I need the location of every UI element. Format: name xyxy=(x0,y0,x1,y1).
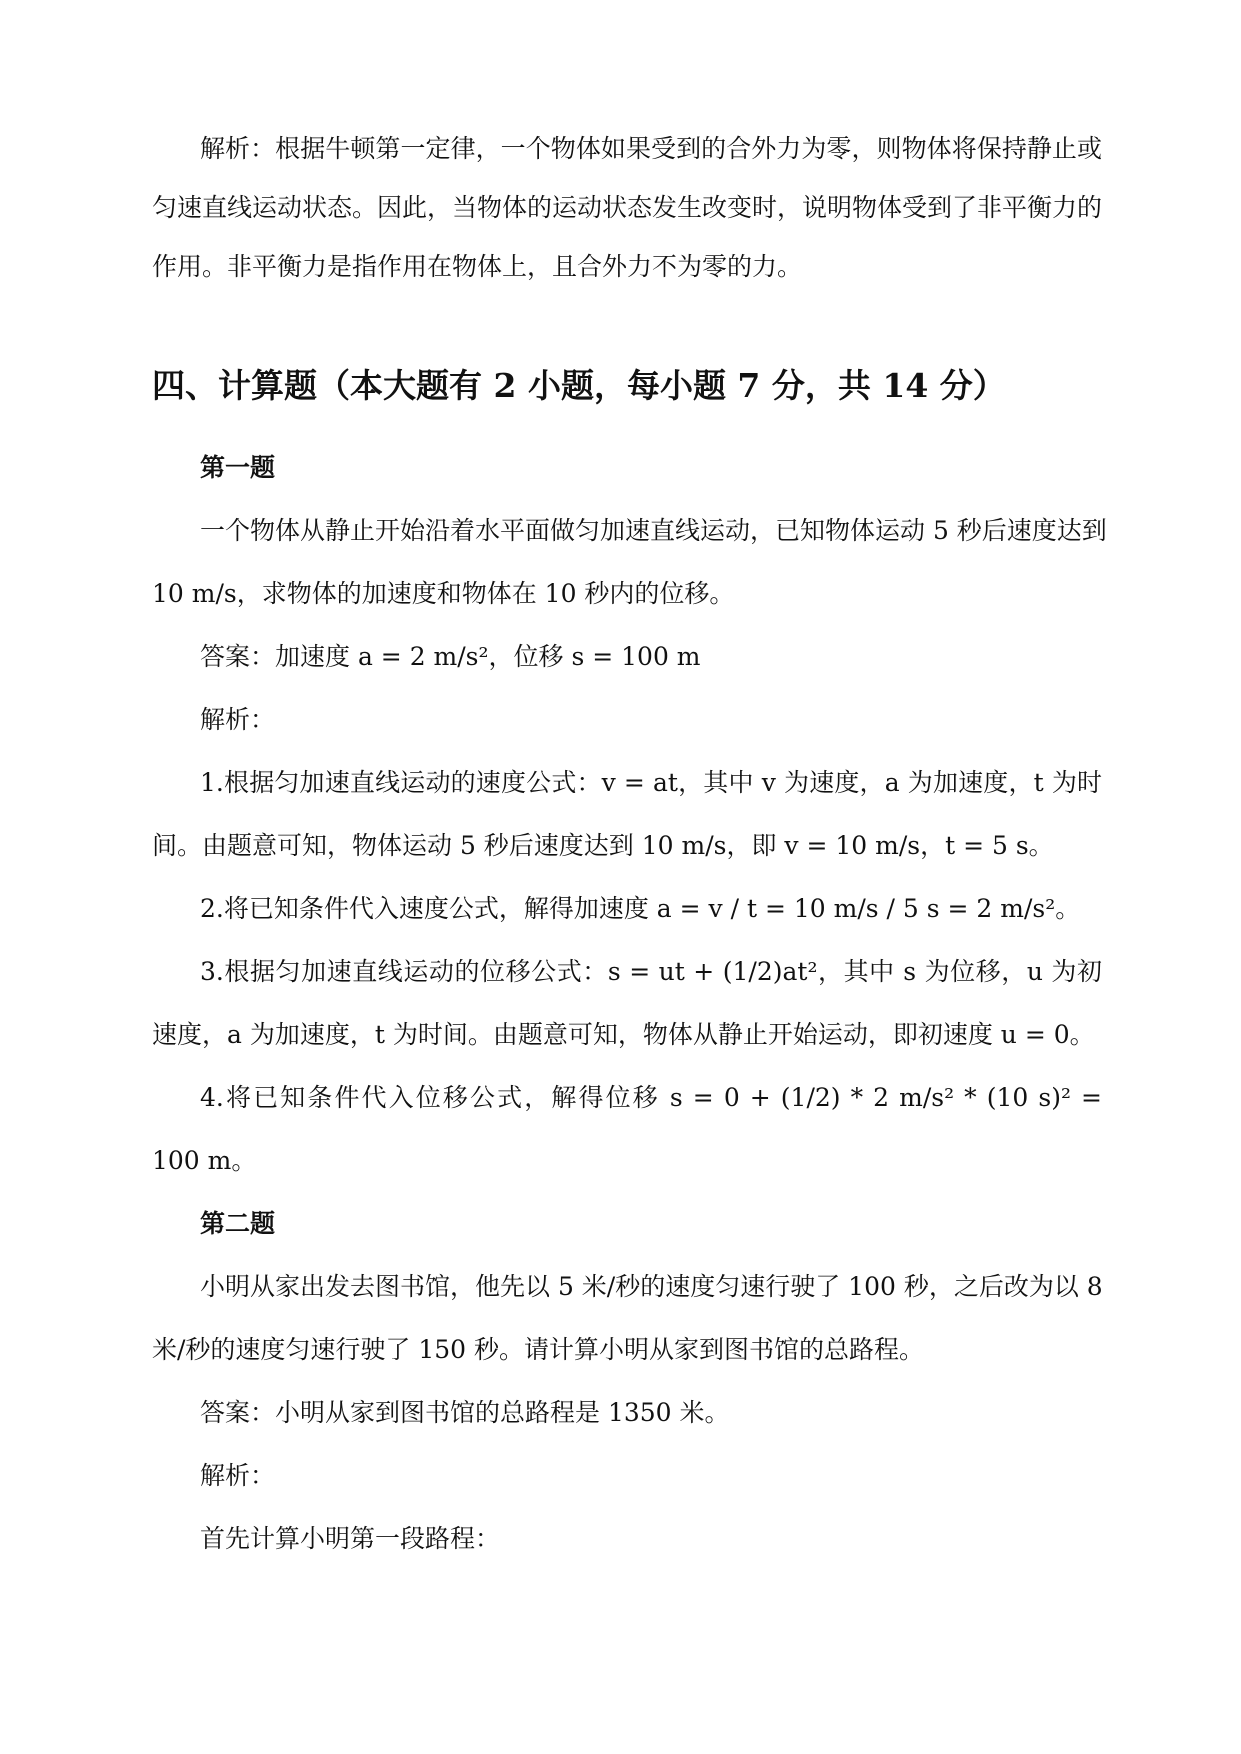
question-1-step-1-line-1: 1.根据匀加速直线运动的速度公式：v = at，其中 v 为速度，a 为加速度，t 为时 xyxy=(200,768,1102,797)
question-2-analysis-label: 解析： xyxy=(200,1461,276,1490)
question-1-title: 第一题 xyxy=(200,453,276,482)
paragraph-1-line-2: 匀速直线运动状态。因此，当物体的运动状态发生改变时，说明物体受到了非平衡力的 xyxy=(152,193,1103,222)
question-2-stem-line-1: 小明从家出发去图书馆，他先以 5 米/秒的速度匀速行驶了 100 秒，之后改为以 8 xyxy=(200,1272,1103,1301)
question-2-stem-line-2: 米/秒的速度匀速行驶了 150 秒。请计算小明从家到图书馆的总路程。 xyxy=(152,1335,925,1364)
section-heading: 四、计算题（本大题有 2 小题，每小题 7 分，共 14 分） xyxy=(152,366,1006,405)
question-1-step-4-line-1: 4.将已知条件代入位移公式，解得位移 s = 0 + (1/2) * 2 m/s² * (10 s)² = xyxy=(200,1083,1102,1112)
question-1-step-3-line-2: 速度，a 为加速度，t 为时间。由题意可知，物体从静止开始运动，即初速度 u = 0。 xyxy=(152,1020,1095,1049)
question-1-step-3-line-1: 3.根据匀加速直线运动的位移公式：s = ut + (1/2)at²，其中 s 为位移，u 为初 xyxy=(200,957,1102,986)
question-2-step-1: 首先计算小明第一段路程： xyxy=(200,1524,501,1553)
question-1-step-4-line-2: 100 m。 xyxy=(152,1146,257,1175)
question-1-stem-line-1: 一个物体从静止开始沿着水平面做匀加速直线运动，已知物体运动 5 秒后速度达到 xyxy=(200,516,1107,545)
question-1-analysis-label: 解析： xyxy=(200,705,276,734)
question-1-answer: 答案：加速度 a = 2 m/s²，位移 s = 100 m xyxy=(200,642,701,671)
question-2-answer: 答案：小明从家到图书馆的总路程是 1350 米。 xyxy=(200,1398,730,1427)
question-1-step-1-line-2: 间。由题意可知，物体运动 5 秒后速度达到 10 m/s，即 v = 10 m/s，t = 5 s。 xyxy=(152,831,1054,860)
question-1-stem-line-2: 10 m/s，求物体的加速度和物体在 10 秒内的位移。 xyxy=(152,579,735,608)
question-2-title: 第二题 xyxy=(200,1209,276,1238)
paragraph-1-line-1: 解析：根据牛顿第一定律，一个物体如果受到的合外力为零，则物体将保持静止或 xyxy=(200,134,1102,163)
paragraph-1-line-3: 作用。非平衡力是指作用在物体上，且合外力不为零的力。 xyxy=(152,252,803,281)
question-1-step-2: 2.将已知条件代入速度公式，解得加速度 a = v / t = 10 m/s / 5 s = 2 m/s²。 xyxy=(200,894,1081,923)
